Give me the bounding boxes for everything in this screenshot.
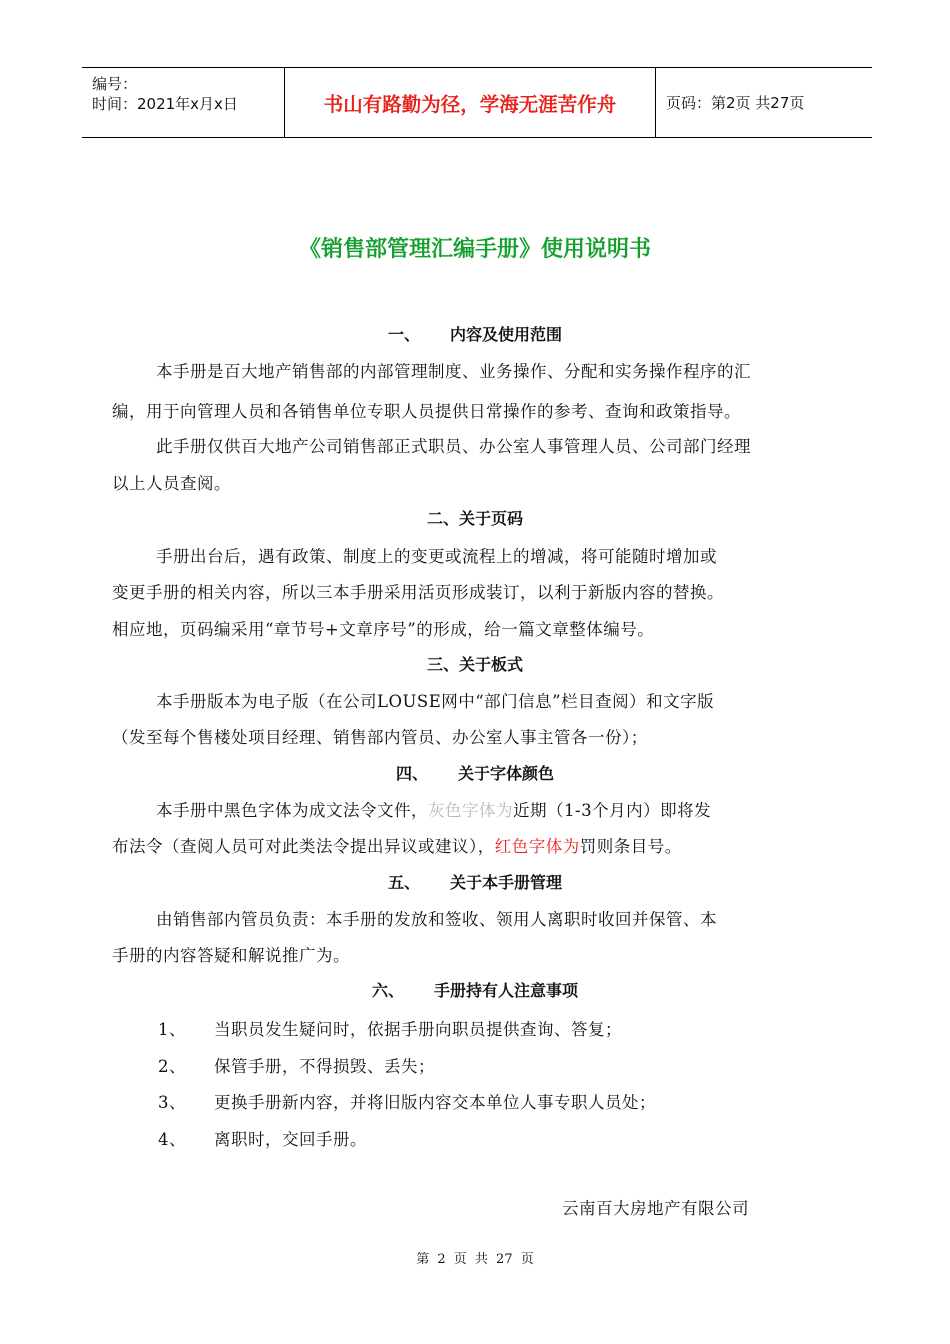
section-2-heading: 二、关于页码	[426, 509, 523, 528]
s1-line-2: 编，用于向管理人员和各销售单位专职人员提供日常操作的参考、查询和政策指导。	[112, 402, 741, 421]
list-item-text: 保管手册，不得损毁、丢失；	[214, 1057, 435, 1076]
section-6-title: 手册持有人注意事项	[434, 981, 579, 1000]
section-5-title: 关于本手册管理	[450, 873, 563, 892]
s1-line-3: 此手册仅供百大地产公司销售部正式职员、办公室人事管理人员、公司部门经理	[156, 437, 751, 456]
s4-red-text: 红色字体为	[494, 837, 580, 856]
s4-line-2-black: 布法令（查阅人员可对此类法令提出异议或建议），	[112, 837, 495, 856]
s2-line-1: 手册出台后，遇有政策、制度上的变更或流程上的增减，将可能随时增加或	[156, 547, 717, 566]
list-item-number: 2、	[158, 1057, 186, 1076]
list-item-number: 4、	[158, 1130, 186, 1149]
section-5-number: 五、	[387, 873, 420, 892]
document-title: 《销售部管理汇编手册》使用说明书	[298, 237, 651, 262]
section-5-heading	[0, 870, 950, 893]
s4-line-1-black: 本手册中黑色字体为成文法令文件，	[156, 801, 428, 820]
s4-line-1-rest: 近期（1-3个月内）即将发	[513, 801, 712, 820]
s5-line-2: 手册的内容答疑和解说推广为。	[112, 946, 350, 965]
list-item-text: 更换手册新内容，并将旧版内容交本单位人事专职人员处；	[214, 1093, 656, 1112]
s3-line-1: 本手册版本为电子版（在公司LOUSE网中“部门信息”栏目查阅）和文字版	[156, 692, 715, 711]
list-item	[158, 1053, 435, 1077]
s2-line-2: 变更手册的相关内容，所以三本手册采用活页形成装订，以利于新版内容的替换。	[112, 583, 724, 602]
section-1-heading	[0, 322, 950, 345]
section-1-title: 内容及使用范围	[450, 325, 563, 344]
time-label: 时间：2021年x月x日	[92, 95, 238, 113]
section-3-heading: 三、关于板式	[426, 655, 523, 674]
list-item	[158, 1016, 622, 1040]
s1-line-1: 本手册是百大地产销售部的内部管理制度、业务操作、分配和实务操作程序的汇	[156, 362, 751, 381]
s4-line-2	[112, 833, 682, 857]
page-footer: 第 2 页 共 27 页	[416, 1252, 534, 1267]
list-item-number: 3、	[158, 1093, 186, 1112]
company-signature: 云南百大房地产有限公司	[562, 1199, 749, 1218]
section-1-number: 一、	[387, 325, 420, 344]
list-item-text: 离职时，交回手册。	[214, 1130, 367, 1149]
page-header	[82, 67, 872, 138]
section-4-number: 四、	[395, 764, 428, 783]
number-label: 编号：	[92, 75, 138, 93]
s4-line-1	[156, 797, 711, 821]
section-4-title: 关于字体颜色	[458, 764, 555, 783]
header-page-info: 页码：第2页 共27页	[666, 94, 805, 112]
list-item	[158, 1126, 367, 1150]
s3-line-2: （发至每个售楼处项目经理、销售部内管员、办公室人事主管各一份）；	[112, 728, 648, 747]
s2-line-3: 相应地，页码编采用“章节号+文章序号”的形成，给一篇文章整体编号。	[112, 620, 655, 639]
header-motto: 书山有路勤为径，学海无涯苦作舟	[284, 68, 656, 137]
section-4-heading	[0, 761, 950, 784]
s1-line-4: 以上人员查阅。	[112, 474, 231, 493]
list-item-text: 当职员发生疑问时，依据手册向职员提供查询、答复；	[214, 1020, 622, 1039]
section-6-number: 六、	[371, 981, 404, 1000]
list-item-number: 1、	[158, 1020, 186, 1039]
s4-gray-text: 灰色字体为	[428, 801, 513, 820]
s5-line-1: 由销售部内管员负责：本手册的发放和签收、领用人离职时收回并保管、本	[156, 910, 717, 929]
header-meta	[82, 68, 284, 137]
list-item	[158, 1089, 656, 1113]
s4-line-2-rest: 罚则条目号。	[579, 837, 682, 856]
section-6-heading	[0, 978, 950, 1001]
